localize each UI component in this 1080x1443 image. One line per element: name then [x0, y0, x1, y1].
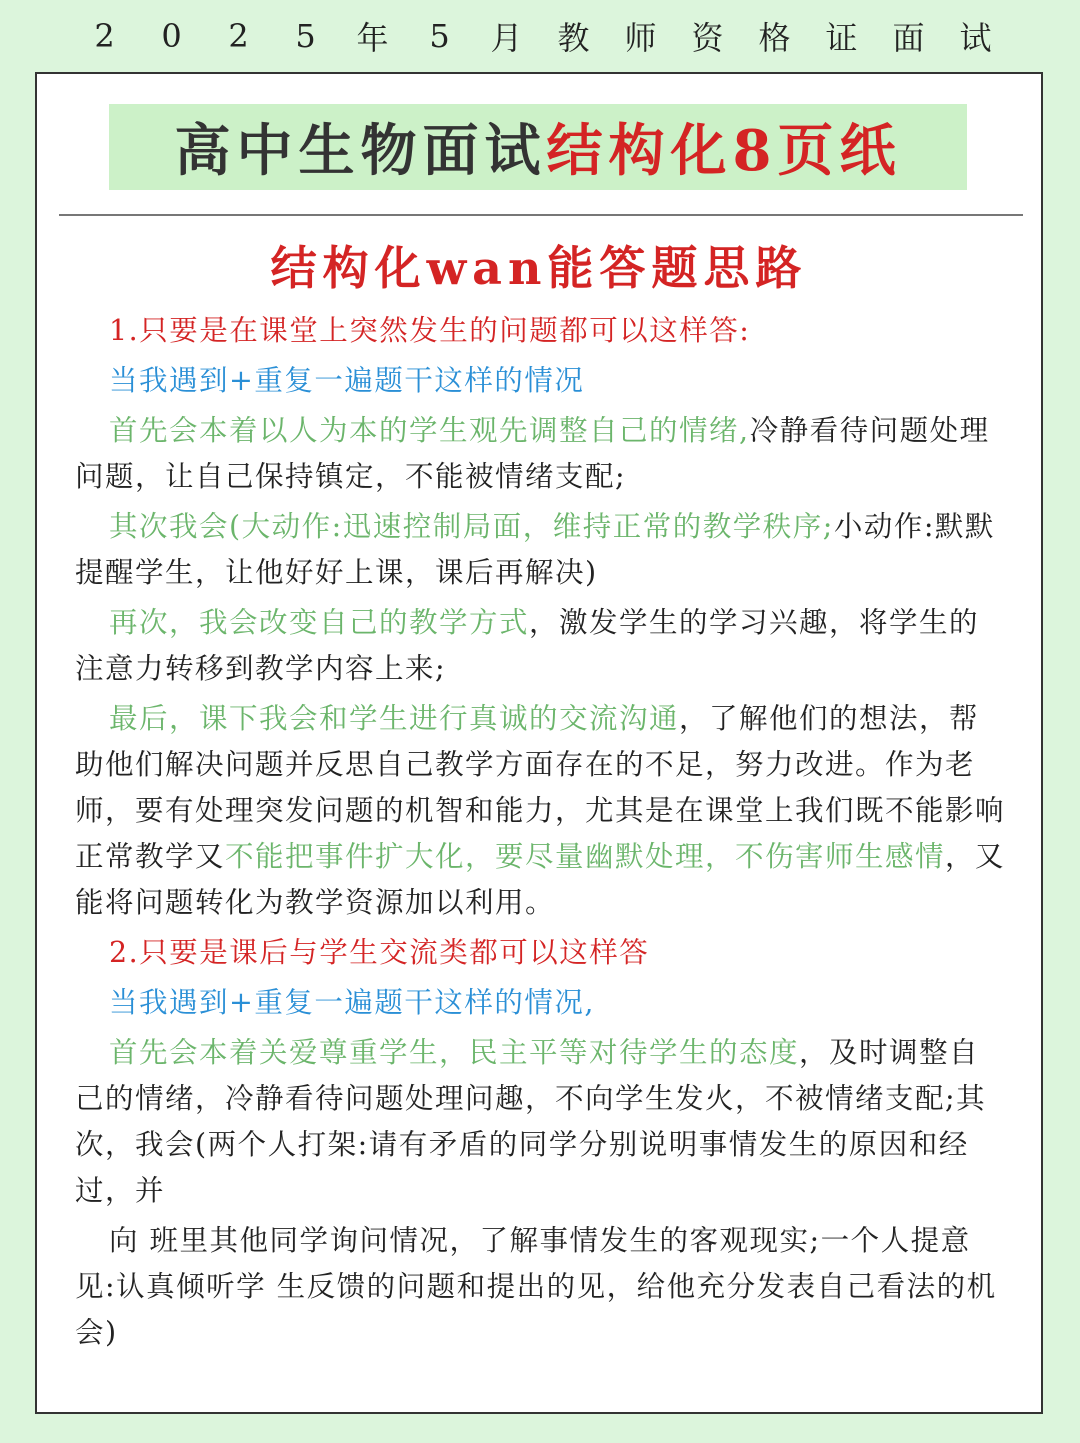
banner-char: 格: [758, 19, 791, 57]
divider: [59, 214, 1023, 216]
section1-paragraph-3: [75, 600, 1009, 692]
section1-p1-text: 冷静看待问题处理问题，让自己保持镇定，不能被情绪支配;: [75, 414, 990, 493]
section1-p4-highlight: 最后，课下我会和学生进行真诚的交流沟通: [109, 702, 680, 735]
article-body: [75, 308, 1009, 1356]
banner-char: 试: [959, 19, 992, 57]
content-card: [35, 72, 1043, 1414]
banner-char: 2: [94, 17, 115, 55]
section1-p3-text: ，激发学生的学习兴趣，将学生的注意力转移到教学内容上来;: [75, 606, 980, 685]
section2-intro: 当我遇到+重复一遍题干这样的情况,: [109, 986, 595, 1019]
section1-paragraph-1: [75, 408, 1009, 500]
section1-p3-highlight: 再次，我会改变自己的教学方式: [109, 606, 530, 639]
title-part-1: 高中生物面试: [174, 118, 547, 184]
banner-char: 师: [624, 19, 657, 57]
banner-char: 教: [557, 19, 590, 57]
section1-paragraph-4: [75, 696, 1009, 926]
banner-char: 年: [356, 19, 389, 57]
section2-paragraph-1: [75, 1030, 1009, 1214]
section1-heading: 1.只要是在课堂上突然发生的问题都可以这样答:: [109, 314, 751, 347]
section1-p4-text: ，了解他们的想法，帮助他们解决问题并反思自己教学方面存在的不足，努力改进。作为老师，要有处理突发问题的机智和能力，尤其是在课堂上我们既不能影响正常教学又: [75, 702, 1006, 873]
banner-char: 证: [825, 19, 858, 57]
section1-p1-highlight: 首先会本着以人为本的学生观先调整自己的情绪,: [109, 414, 750, 447]
section1-p2-text: 小动作:默默提醒学生，让他好好上课，课后再解决): [75, 510, 995, 589]
page-title: [109, 104, 967, 190]
top-banner: [0, 0, 1080, 72]
section1-p4-highlight-2: 不能把事件扩大化，要尽量幽默处理，不伤害师生感情: [225, 840, 946, 873]
section1-p2-highlight: 其次我会(大动作:迅速控制局面，维持正常的教学秩序;: [109, 510, 834, 543]
subtitle: 结构化wan能答题思路: [270, 241, 808, 295]
section2-p1-highlight: 首先会本着关爱尊重学生，民主平等对待学生的态度: [109, 1036, 800, 1069]
section1-paragraph-2: [75, 504, 1009, 596]
banner-char: 5: [429, 17, 450, 55]
banner-char: 0: [161, 17, 182, 55]
banner-char: 5: [295, 17, 316, 55]
banner-char: 月: [490, 19, 523, 57]
section2-heading: 2.只要是课后与学生交流类都可以这样答: [109, 936, 650, 969]
section1-p4-end: ，又能将问题转化为教学资源加以利用。: [75, 840, 1006, 919]
title-part-2: 结构化8页纸: [546, 118, 902, 184]
banner-char: 2: [228, 17, 249, 55]
section2-paragraph-2: 向 班里其他同学询问情况，了解事情发生的客观现实;一个人提意见:认真倾听学 生反馈的问题和提出的见，给他充分发表自己看法的机会): [75, 1224, 997, 1349]
banner-char: 面: [892, 19, 925, 57]
section1-intro: 当我遇到+重复一遍题干这样的情况: [109, 364, 585, 397]
banner-char: 资: [691, 19, 724, 57]
section2-p1-text: ，及时调整自己的情绪，冷静看待问题处理问趣，不向学生发火，不被情绪支配;其次，我会(两个人打架:请有矛盾的同学分别说明事情发生的原因和经过，并: [75, 1036, 987, 1207]
